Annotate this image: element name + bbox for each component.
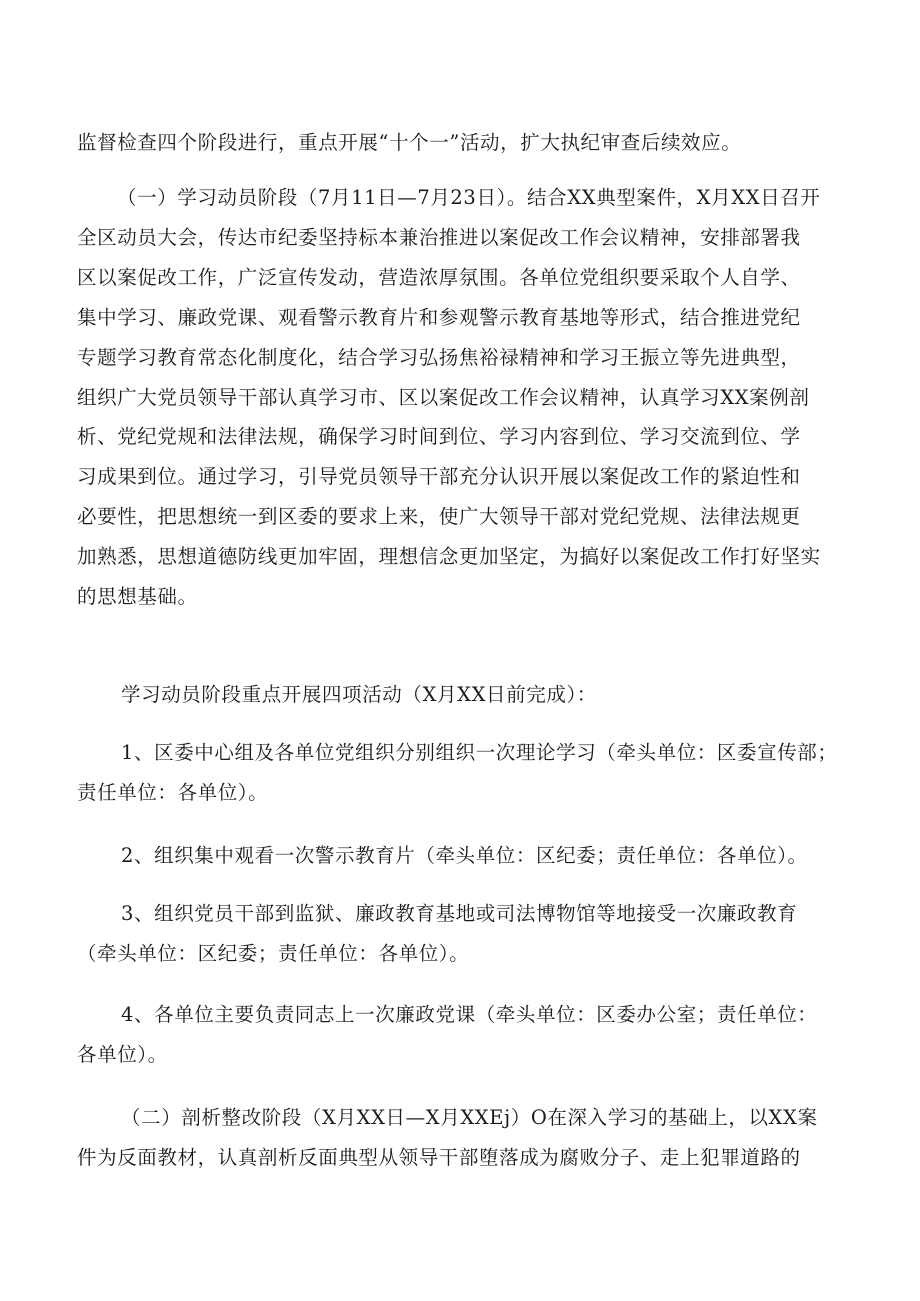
text-line: 区以案促改工作，广泛宣传发动，营造浓厚氛围。各单位党组织要采取个人自学、 bbox=[77, 265, 801, 289]
text-line: 3、组织党员干部到监狱、廉政教育基地或司法博物馆等地接受一次廉政教育 bbox=[121, 902, 798, 925]
paragraph-four-activities bbox=[77, 675, 867, 715]
text-line: 2、组织集中观看一次警示教育片（牵头单位：区纪委；责任单位：各单位）。 bbox=[121, 844, 808, 867]
paragraph-intro bbox=[77, 123, 867, 163]
text-line: 1、区委中心组及各单位党组织分别组织一次理论学习（牵头单位：区委宣传部； bbox=[121, 741, 838, 764]
text-line: 组织广大党员领导干部认真学习市、区以案促改工作会议精神，认真学习XX案例剖 bbox=[77, 385, 810, 409]
text-line: 4、各单位主要负责同志上一次廉政党课（牵头单位：区委办公室；责任单位： bbox=[121, 1003, 818, 1026]
text-line: 责任单位：各单位）。 bbox=[77, 780, 269, 804]
text-line: 集中学习、廉政党课、观看警示教育片和参观警示教育基地等形式，结合推进党纪 bbox=[77, 305, 801, 329]
text-line: 监督检查四个阶段进行，重点开展“十个一”活动，扩大执纪审查后续效应。 bbox=[77, 131, 742, 154]
text-line: 件为反面教材，认真剖析反面典型从领导干部堕落成为腐败分子、走上犯罪道路的 bbox=[77, 1145, 801, 1169]
text-line: 学习动员阶段重点开展四项活动（X月XX日前完成）： bbox=[121, 683, 597, 706]
text-line: 全区动员大会，传达市纪委坚持标本兼治推进以案促改工作会议精神，安排部署我 bbox=[77, 225, 801, 249]
text-line: 析、党纪党规和法律法规，确保学习时间到位、学习内容到位、学习交流到位、学 bbox=[77, 425, 801, 449]
paragraph-study-mobilization bbox=[77, 178, 867, 617]
text-line: （一）学习动员阶段（7月11日—7月23日）。结合XX典型案件，X月XX日召开 bbox=[117, 186, 821, 209]
text-line: 各单位）。 bbox=[77, 1042, 168, 1066]
text-line: 的思想基础。 bbox=[77, 585, 198, 609]
list-item-3 bbox=[77, 894, 867, 974]
list-item-4 bbox=[77, 995, 867, 1075]
text-line: （二）剖析整改阶段（X月XX日—X月XXEj）O在深入学习的基础上，以XX案 bbox=[121, 1106, 818, 1129]
paragraph-analysis-rectification bbox=[77, 1098, 867, 1178]
text-line: 习成果到位。通过学习，引导党员领导干部充分认识开展以案促改工作的紧迫性和 bbox=[77, 465, 801, 489]
text-line: （牵头单位：区纪委；责任单位：各单位）。 bbox=[77, 941, 470, 965]
list-item-1 bbox=[77, 733, 867, 813]
text-line: 必要性，把思想统一到区委的要求上来，使广大领导干部对党纪党规、法律法规更 bbox=[77, 505, 801, 529]
text-line: 专题学习教育常态化制度化，结合学习弘扬焦裕禄精神和学习王振立等先进典型， bbox=[77, 345, 801, 369]
text-line: 加熟悉，思想道德防线更加牢固，理想信念更加坚定，为搞好以案促改工作打好坚实 bbox=[77, 545, 821, 569]
list-item-2 bbox=[77, 836, 867, 876]
